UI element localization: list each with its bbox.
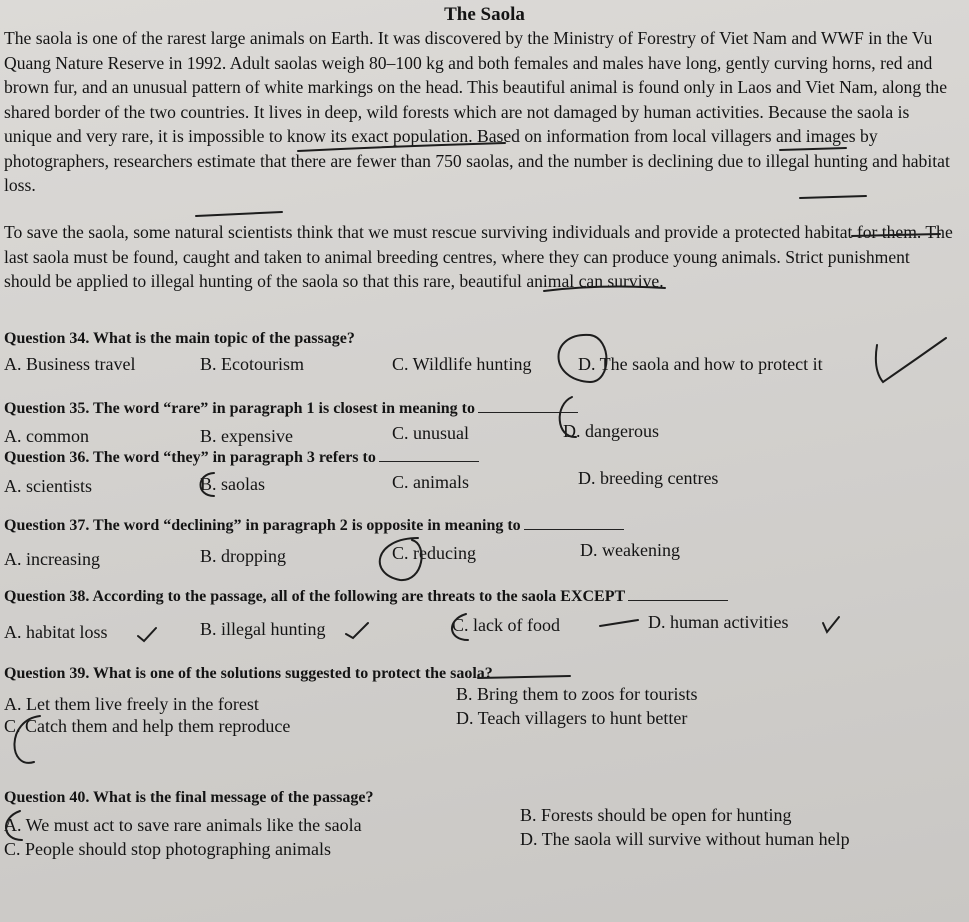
q39-option-d[interactable]: D. Teach villagers to hunt better <box>456 708 688 728</box>
q39-option-c[interactable]: C. Catch them and help them reproduce <box>4 716 291 736</box>
q39-option-b[interactable]: B. Bring them to zoos for tourists <box>456 684 698 704</box>
q34-option-a[interactable]: A. Business travel <box>4 354 136 374</box>
q37-option-b[interactable]: B. dropping <box>200 546 287 566</box>
check-q34 <box>876 338 946 382</box>
q38-option-c[interactable]: C. lack of food <box>452 615 560 635</box>
q36-option-d[interactable]: D. breeding centres <box>578 468 719 488</box>
answer-blank <box>628 600 728 601</box>
check-q38-b <box>346 623 368 638</box>
q37-option-c[interactable]: C. reducing <box>392 543 476 563</box>
q40-option-b[interactable]: B. Forests should be open for hunting <box>520 805 792 825</box>
question-40-stem: Question 40. What is the final message of the passage? <box>4 789 374 806</box>
q37-option-a[interactable]: A. increasing <box>4 549 100 569</box>
question-37-stem: Question 37. The word “declining” in paragraph 2 is opposite in meaning to <box>4 517 624 535</box>
q40-option-d[interactable]: D. The saola will survive without human help <box>520 829 850 849</box>
question-34-stem: Question 34. What is the main topic of the passage? <box>4 330 355 347</box>
q36-option-b[interactable]: B. saolas <box>200 474 265 494</box>
underline-habitat-loss <box>196 212 282 216</box>
question-39-stem: Question 39. What is one of the solutions suggested to protect the saola? <box>4 665 493 682</box>
q38-option-a[interactable]: A. habitat loss <box>4 622 108 642</box>
q38-option-d[interactable]: D. human activities <box>648 612 789 632</box>
answer-blank <box>379 461 479 462</box>
answer-blank <box>478 412 578 413</box>
q34-option-d[interactable]: D. The saola and how to protect it <box>578 354 823 374</box>
q35-option-c[interactable]: C. unusual <box>392 423 470 443</box>
check-q38-d <box>823 617 839 632</box>
q39-option-a[interactable]: A. Let them live freely in the forest <box>4 694 259 714</box>
check-q38-a <box>138 628 156 641</box>
q36-option-a[interactable]: A. scientists <box>4 476 92 496</box>
q35-option-b[interactable]: B. expensive <box>200 426 293 446</box>
q36-option-c[interactable]: C. animals <box>392 472 469 492</box>
q34-option-c[interactable]: C. Wildlife hunting <box>392 354 532 374</box>
passage-title: The Saola <box>444 4 525 25</box>
question-38-stem: Question 38. According to the passage, all of the following are threats to the saola EXCEPT <box>4 588 728 606</box>
question-36-stem: Question 36. The word “they” in paragraph 3 refers to <box>4 449 479 467</box>
passage-paragraph-2: To save the saola, some natural scientists think that we must rescue surviving individuals and provide a protected habitat for them. The last saola must be found, caught and taken to animal breeding centres, where they can produce young animals. Strict punishment should be applied to illegal hunting of the saola so that this rare, beautiful animal can survive. <box>4 222 953 291</box>
answer-blank <box>524 529 624 530</box>
q35-option-d[interactable]: D. dangerous <box>563 421 659 441</box>
question-35-stem: Question 35. The word “rare” in paragraph 1 is closest in meaning to <box>4 400 578 418</box>
q40-option-a[interactable]: A. We must act to save rare animals like the saola <box>4 815 362 835</box>
q38-option-b[interactable]: B. illegal hunting <box>200 619 326 639</box>
q35-option-a[interactable]: A. common <box>4 426 89 446</box>
dash-q38 <box>600 620 638 626</box>
q37-option-d[interactable]: D. weakening <box>580 540 680 560</box>
q34-option-b[interactable]: B. Ecotourism <box>200 354 304 374</box>
passage-paragraph-1: The saola is one of the rarest large animals on Earth. It was discovered by the Ministry of Forestry of Viet Nam and WWF in the Vu Quang Nature Reserve in 1992. Adult saolas weigh 80–100 kg and both females and males have long, gently curving horns, red and brown fur, and an unusual pattern of white markings on the head. This beautiful animal is found only in Laos and Viet Nam, along the shared border of the two countries. It lives in deep, wild forests which are not damaged by human activities. Because the saola is unique and very rare, it is impossible to know its exact population. Based on information from local villagers and images by photographers, researchers estimate that there are fewer than 750 saolas, and the number is declining due to illegal hunting and habitat loss. <box>4 28 950 195</box>
q40-option-c[interactable]: C. People should stop photographing animals <box>4 839 331 859</box>
